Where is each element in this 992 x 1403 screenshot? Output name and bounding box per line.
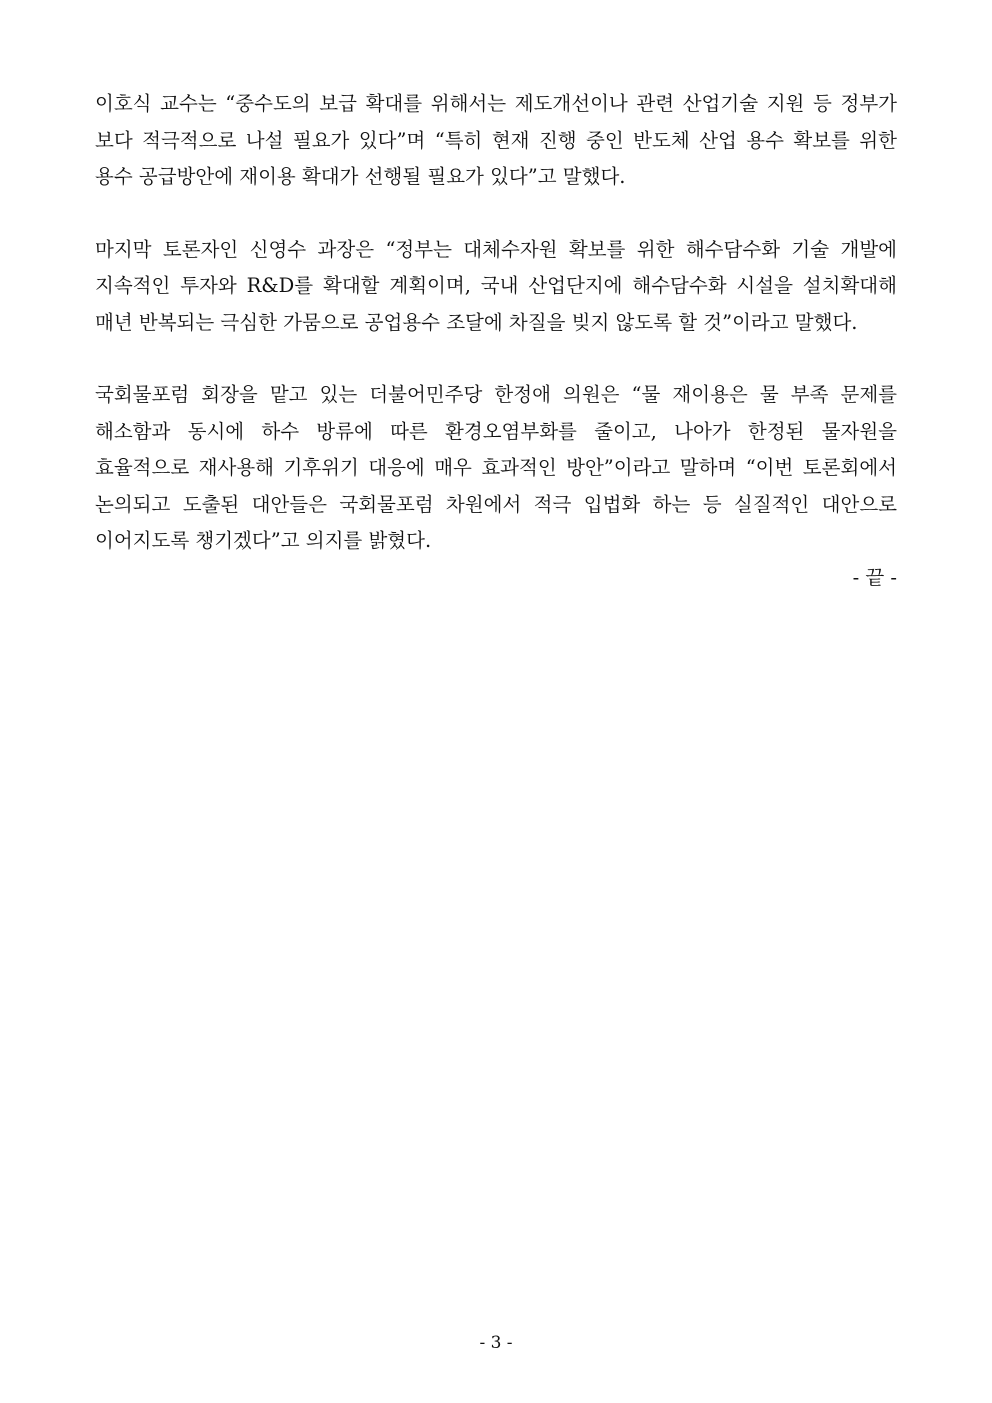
paragraph-shin-youngsoo-quote: 마지막 토론자인 신영수 과장은 “정부는 대체수자원 확보를 위한 해수담수화 기술 개발에 지속적인 투자와 R&D를 확대할 계획이며, 국내 산업단지에 해수담수화 시설을 설치확대해 매년 반복되는 극심한 가뭄으로 공업용수 조달에 차질을 빚지 않도록 할 것”이라고 말했다. [95,237,897,334]
document-body [95,86,897,596]
page-number: - 3 - [479,1333,513,1353]
paragraph-han-jeongae-quote: 국회물포럼 회장을 맡고 있는 더불어민주당 한정애 의원은 “물 재이용은 물 부족 문제를 해소함과 동시에 하수 방류에 따른 환경오염부화를 줄이고, 나아가 한정된 물자원을 효율적으로 재사용해 기후위기 대응에 매우 효과적인 방안”이라고 말하며 “이번 토론회에서 논의되고 도출된 대안들은 국회물포럼 차원에서 적극 입법화 하는 등 실질적인 대안으로 이어지도록 챙기겠다”고 의지를 밝혔다. [95,383,897,552]
end-mark: - 끝 - [852,565,897,589]
paragraph-lee-hosik-quote: 이호식 교수는 “중수도의 보급 확대를 위해서는 제도개선이나 관련 산업기술 지원 등 정부가 보다 적극적으로 나설 필요가 있다”며 “특히 현재 진행 중인 반도체 산업 용수 확보를 위한 용수 공급방안에 재이용 확대가 선행될 필요가 있다”고 말했다. [95,92,897,188]
